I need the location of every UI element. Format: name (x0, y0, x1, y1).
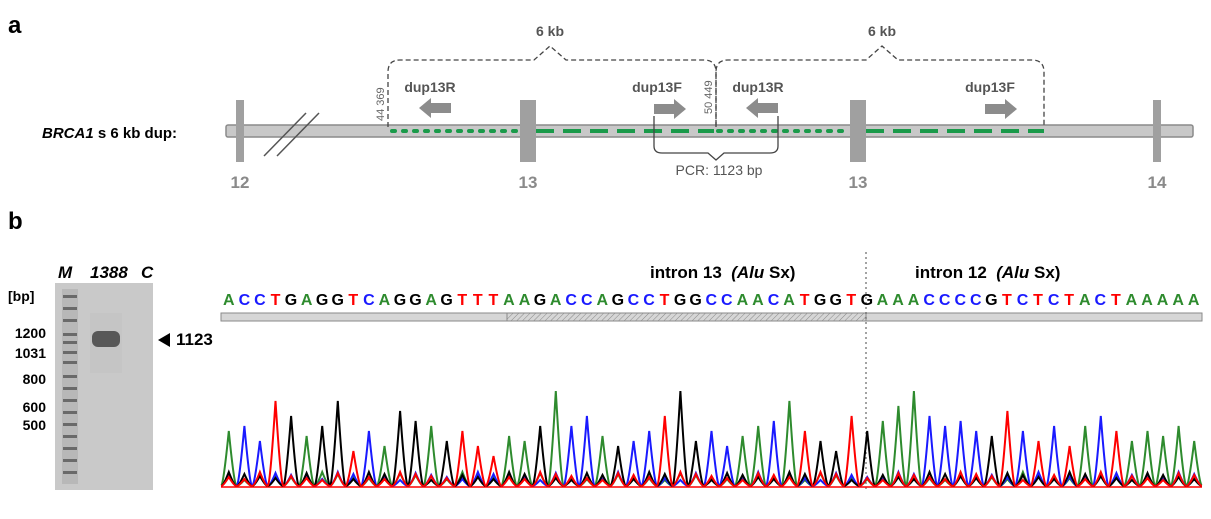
base-a: A (596, 292, 609, 309)
size-label-1031: 1031 (14, 345, 46, 361)
region-label-intron12 (915, 263, 1060, 283)
base-c: C (705, 292, 717, 309)
base-c: C (938, 292, 951, 309)
base-c: C (970, 292, 982, 309)
region-12-italic: (Alu (996, 263, 1030, 282)
base-c: C (363, 292, 375, 309)
base-a: A (300, 292, 313, 309)
base-c: C (643, 292, 655, 309)
base-a: A (425, 292, 437, 309)
exon-13a (520, 100, 536, 162)
region-12-main: intron 12 (915, 263, 997, 282)
pcr-label: PCR: 1123 bp (675, 162, 763, 178)
base-a: A (518, 292, 531, 309)
ladder-band (63, 387, 77, 390)
base-a: A (783, 292, 795, 309)
base-c: C (1047, 292, 1060, 309)
base-a: A (907, 292, 920, 309)
ladder-band (63, 307, 77, 310)
size-label-500: 500 (22, 417, 46, 433)
base-t: T (1064, 292, 1075, 309)
base-g: G (284, 292, 298, 309)
coord-right: 50 449 (703, 80, 715, 114)
region-label-intron13 (650, 263, 795, 283)
exon-12 (236, 100, 244, 162)
base-t: T (488, 292, 499, 309)
size-label-1200: 1200 (14, 325, 46, 341)
row-label (42, 125, 177, 142)
lane-label-1388: 1388 (90, 263, 128, 282)
base-g: G (440, 292, 453, 309)
base-g: G (813, 292, 827, 309)
exon-label-13a: 13 (518, 173, 538, 192)
sequence-text (221, 292, 1201, 310)
band-marker-icon (156, 332, 172, 350)
base-c: C (1094, 292, 1107, 309)
base-g: G (673, 292, 687, 309)
base-a: A (1156, 292, 1169, 309)
ladder-band (63, 435, 77, 438)
base-a: A (549, 292, 562, 309)
ladder-band (63, 471, 77, 474)
base-a: A (503, 292, 515, 309)
base-g: G (331, 292, 344, 309)
ladder-band (63, 333, 77, 336)
exon-label-14: 14 (1147, 173, 1167, 192)
ladder-band (63, 295, 77, 298)
base-a: A (378, 292, 391, 309)
base-t: T (457, 292, 468, 309)
primer-arrow-left-2 (746, 98, 778, 118)
ladder-band (63, 341, 77, 344)
primer-label-2: dup13F (632, 79, 682, 95)
base-a: A (892, 292, 904, 309)
primer-label-3: dup13R (732, 79, 784, 95)
exon-14 (1153, 100, 1161, 162)
ladder-band (63, 459, 77, 462)
base-a: A (752, 292, 764, 309)
base-t: T (846, 292, 857, 309)
primer-label-4: dup13F (965, 79, 1015, 95)
base-c: C (238, 292, 251, 309)
row-label-gene: BRCA1 (42, 125, 94, 142)
row-label-rest: s 6 kb dup: (93, 125, 178, 142)
base-c: C (954, 292, 966, 309)
lane-label-m: M (58, 263, 73, 282)
ladder-band (63, 399, 77, 402)
base-t: T (1033, 292, 1043, 309)
base-t: T (799, 292, 810, 309)
base-a: A (1187, 292, 1200, 309)
base-a: A (876, 292, 889, 309)
base-c: C (565, 292, 577, 309)
base-t: T (659, 292, 670, 309)
primer-arrow-right-1 (654, 99, 686, 119)
base-g: G (315, 292, 329, 309)
base-t: T (472, 292, 483, 309)
base-g: G (985, 292, 998, 309)
ladder-band (63, 447, 77, 450)
ladder-band (63, 375, 77, 378)
base-a: A (1172, 292, 1184, 309)
base-c: C (627, 292, 640, 309)
base-a: A (1125, 292, 1138, 309)
gel-svg (55, 283, 153, 490)
base-c: C (721, 292, 733, 309)
coord-left: 44 369 (375, 87, 387, 121)
base-c: C (923, 292, 935, 309)
base-a: A (223, 292, 235, 309)
base-a: A (736, 292, 749, 309)
brace-label-left: 6 kb (535, 23, 565, 39)
base-g: G (829, 292, 842, 309)
ladder-band (63, 423, 77, 426)
base-a: A (1141, 292, 1153, 309)
base-t: T (270, 292, 281, 309)
ladder-band (63, 361, 77, 364)
exon-label-13b: 13 (848, 173, 868, 192)
region-12-end: Sx) (1029, 263, 1061, 282)
exon-label-12: 12 (230, 173, 250, 192)
size-label-800: 800 (22, 371, 46, 387)
base-g: G (611, 292, 625, 309)
base-a: A (1078, 292, 1091, 309)
panel-a-label: a (8, 12, 22, 39)
base-g: G (533, 292, 547, 309)
panel-b-label: b (8, 208, 23, 235)
region-13-main: intron 13 (650, 263, 732, 282)
base-c: C (580, 292, 593, 309)
gel-image (55, 283, 153, 490)
primer-arrow-right-2 (985, 99, 1017, 119)
base-c: C (1016, 292, 1029, 309)
primer-arrow-left-1 (419, 98, 451, 118)
base-g: G (409, 292, 422, 309)
region-13-italic: (Alu (731, 263, 765, 282)
base-t: T (1110, 292, 1121, 309)
hatched-region (507, 313, 866, 321)
ladder-band (63, 411, 77, 414)
base-g: G (860, 292, 874, 309)
base-t: T (1002, 292, 1012, 309)
lane-label-c: C (141, 263, 154, 282)
chromatogram-traces (221, 391, 1202, 486)
region-13-end: Sx) (764, 263, 796, 282)
ladder-band (63, 319, 77, 322)
exon-13b (850, 100, 866, 162)
ladder-band (63, 351, 77, 354)
size-unit-label: [bp] (8, 288, 35, 304)
size-label-600: 600 (22, 399, 46, 415)
base-t: T (348, 292, 359, 309)
base-g: G (393, 292, 407, 309)
base-c: C (254, 292, 266, 309)
base-c: C (767, 292, 780, 309)
brace-label-right: 6 kb (867, 23, 897, 39)
band-size-label: 1123 (176, 330, 213, 349)
primer-label-1: dup13R (404, 79, 456, 95)
base-g: G (689, 292, 702, 309)
